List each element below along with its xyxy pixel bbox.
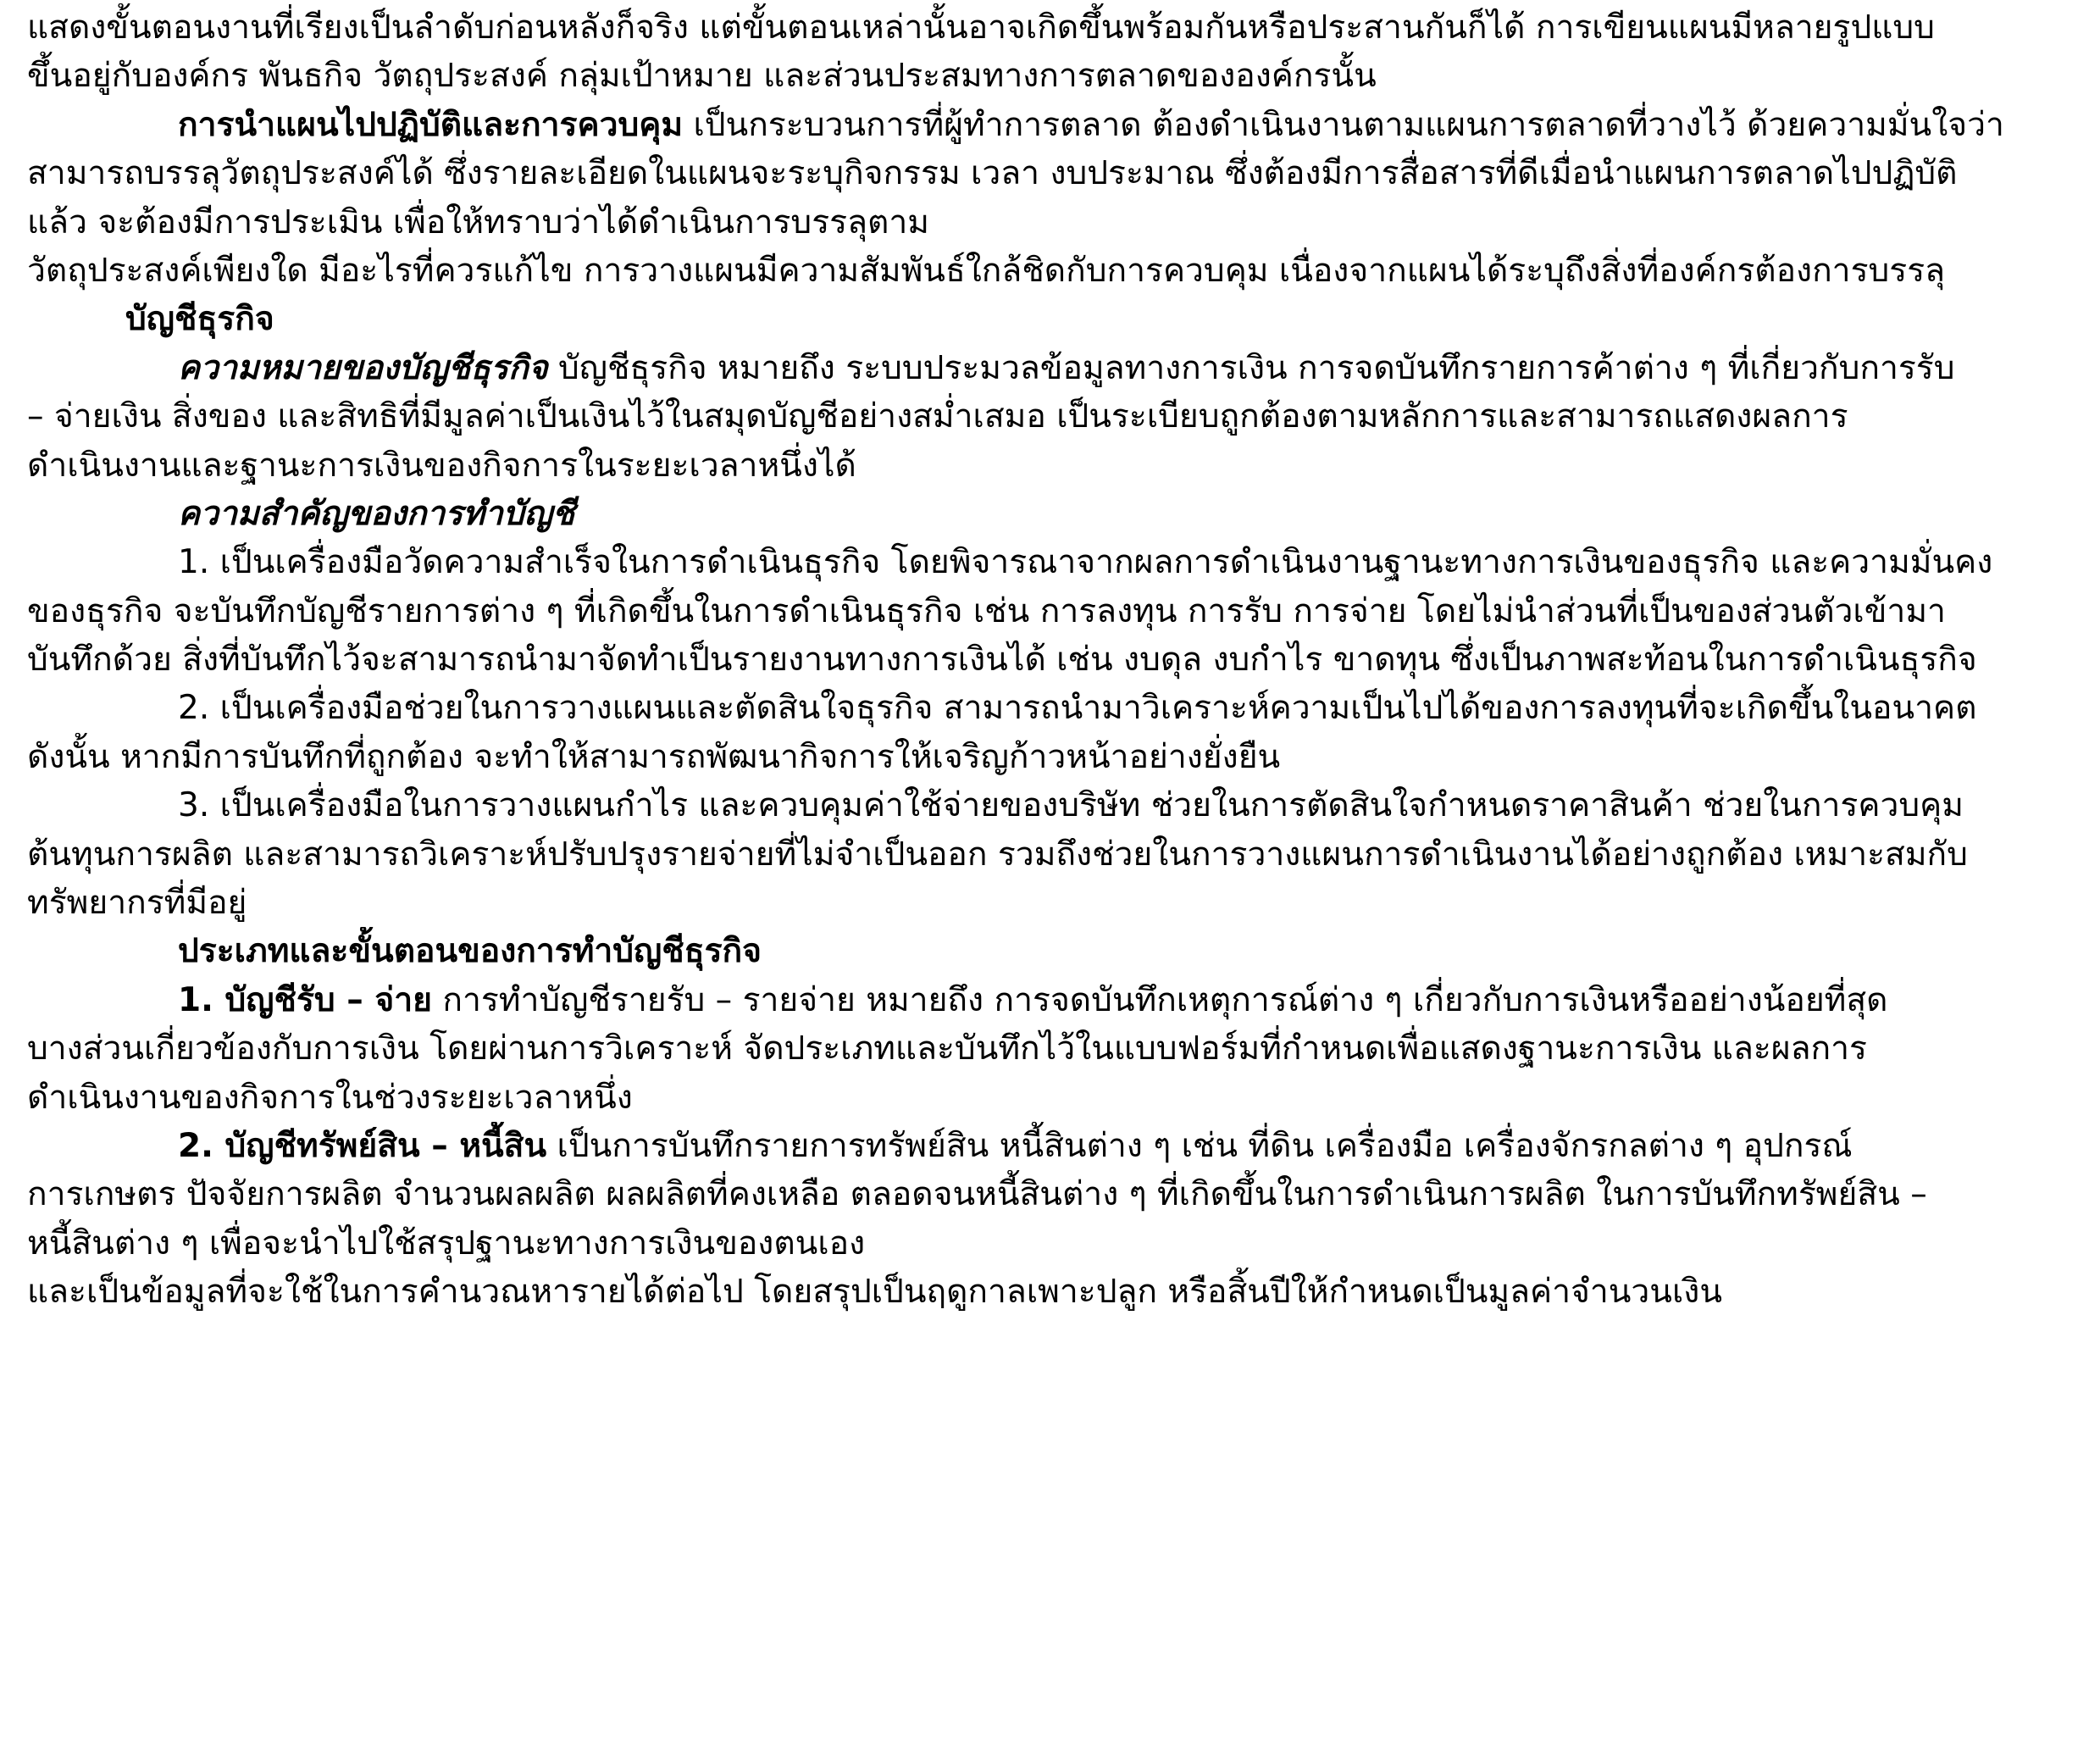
- inline-heading: ความหมายของบัญชีธุรกิจ: [178, 348, 548, 387]
- section-paragraph-line: [27, 101, 2077, 149]
- body-line: ดำเนินงานของกิจการในช่วงระยะเวลาหนึ่ง: [27, 1078, 633, 1117]
- list-item-line: [27, 976, 2077, 1024]
- paragraph-text: การทำบัญชีรายรับ – รายจ่าย หมายถึง การจดบันทึกเหตุการณ์ต่าง ๆ เกี่ยวกับการเงินหรืออย่างน้อยที่สุด: [431, 980, 1888, 1019]
- body-line: การเกษตร ปัจจัยการผลิต จำนวนผลผลิต ผลผลิตที่คงเหลือ ตลอดจนหนี้สินต่าง ๆ ที่เกิดขึ้นในการดำเนินการผลิต ในการบันทึกทรัพย์สิน –: [27, 1175, 1927, 1214]
- body-line: แสดงขั้นตอนงานที่เรียงเป็นลำดับก่อนหลังก็จริง แต่ขั้นตอนเหล่านั้นอาจเกิดขึ้นพร้อมกันหรือประสานกันก็ได้ การเขียนแผนมีหลายรูปแบบ: [27, 8, 1935, 47]
- body-line: บางส่วนเกี่ยวข้องกับการเงิน โดยผ่านการวิเคราะห์ จัดประเภทและบันทึกไว้ในแบบฟอร์มที่กำหนดเพื่อแสดงฐานะการเงิน และผลการ: [27, 1029, 1868, 1068]
- body-line: และเป็นข้อมูลที่จะใช้ในการคำนวณหารายได้ต่อไป โดยสรุปเป็นฤดูกาลเพาะปลูก หรือสิ้นปีให้กำหนดเป็นมูลค่าจำนวนเงิน: [27, 1273, 1722, 1312]
- section-heading: บัญชีธุรกิจ: [125, 300, 274, 339]
- body-line: ทรัพยากรที่มีอยู่: [27, 884, 247, 923]
- document-page: [27, 3, 2077, 1317]
- list-item-line: 1. เป็นเครื่องมือวัดความสำเร็จในการดำเนินธุรกิจ โดยพิจารณาจากผลการดำเนินงานฐานะทางการเงินของธุรกิจ และความมั่นคง: [178, 543, 1993, 582]
- body-line: บันทึกด้วย สิ่งที่บันทึกไว้จะสามารถนำมาจัดทำเป็นรายงานทางการเงินได้ เช่น งบดุล งบกำไร ขาดทุน ซึ่งเป็นภาพสะท้อนในการดำเนินธุรกิจ: [27, 641, 1977, 680]
- subsection-heading: ความสำคัญของการทำบัญชี: [178, 494, 575, 533]
- body-line: ดังนั้น หากมีการบันทึกที่ถูกต้อง จะทำให้สามารถพัฒนากิจการให้เจริญก้าวหน้าอย่างยั่งยืน: [27, 737, 1281, 776]
- inline-heading: 1. บัญชีรับ – จ่าย: [178, 980, 432, 1019]
- section-paragraph-line: [27, 344, 2077, 392]
- paragraph-text: บัญชีธุรกิจ หมายถึง ระบบประมวลข้อมูลทางการเงิน การจดบันทึกรายการค้าต่าง ๆ ที่เกี่ยวกับการรับ: [547, 348, 1955, 387]
- paragraph-text: เป็นการบันทึกรายการทรัพย์สิน หนี้สินต่าง ๆ เช่น ที่ดิน เครื่องมือ เครื่องจักรกลต่าง ๆ อุปกรณ์: [546, 1126, 1853, 1165]
- body-line: ดำเนินงานและฐานะการเงินของกิจการในระยะเวลาหนึ่งได้: [27, 446, 856, 485]
- list-item-line: 3. เป็นเครื่องมือในการวางแผนกำไร และควบคุมค่าใช้จ่ายของบริษัท ช่วยในการตัดสินใจกำหนดราคาสินค้า ช่วยในการควบคุม: [178, 786, 1964, 825]
- body-line: – จ่ายเงิน สิ่งของ และสิทธิที่มีมูลค่าเป็นเงินไว้ในสมุดบัญชีอย่างสม่ำเสมอ เป็นระเบียบถูกต้องตามหลักการและสามารถแสดงผลการ: [27, 397, 1848, 436]
- body-line: วัตถุประสงค์เพียงใด มีอะไรที่ควรแก้ไข การวางแผนมีความสัมพันธ์ใกล้ชิดกับการควบคุม เนื่องจากแผนได้ระบุถึงสิ่งที่องค์กรต้องการบรรลุ: [27, 251, 1946, 290]
- subsection-heading: ประเภทและขั้นตอนของการทำบัญชีธุรกิจ: [178, 932, 762, 971]
- inline-heading: การนำแผนไปปฏิบัติและการควบคุม: [178, 105, 684, 144]
- body-line: สามารถบรรลุวัตถุประสงค์ได้ ซึ่งรายละเอียดในแผนจะระบุกิจกรรม เวลา งบประมาณ ซึ่งต้องมีการสื่อสารที่ดีเมื่อนำแผนการตลาดไปปฏิบัติ: [27, 154, 1958, 193]
- body-line: หนี้สินต่าง ๆ เพื่อจะนำไปใช้สรุปฐานะทางการเงินของตนเอง: [27, 1224, 866, 1262]
- body-line: ขึ้นอยู่กับองค์กร พันธกิจ วัตถุประสงค์ กลุ่มเป้าหมาย และส่วนประสมทางการตลาดขององค์กรนั้น: [27, 57, 1377, 96]
- inline-heading: 2. บัญชีทรัพย์สิน – หนี้สิน: [178, 1126, 547, 1165]
- body-line: ของธุรกิจ จะบันทึกบัญชีรายการต่าง ๆ ที่เกิดขึ้นในการดำเนินธุรกิจ เช่น การลงทุน การรับ การจ่าย โดยไม่นำส่วนที่เป็นของส่วนตัวเข้ามา: [27, 591, 1946, 630]
- body-line: แล้ว จะต้องมีการประเมิน เพื่อให้ทราบว่าได้ดำเนินการบรรลุตาม: [27, 203, 929, 241]
- paragraph-text: เป็นกระบวนการที่ผู้ทำการตลาด ต้องดำเนินงานตามแผนการตลาดที่วางไว้ ด้วยความมั่นใจว่า: [683, 105, 2004, 144]
- list-item-line: 2. เป็นเครื่องมือช่วยในการวางแผนและตัดสินใจธุรกิจ สามารถนำมาวิเคราะห์ความเป็นไปได้ของการลงทุนที่จะเกิดขึ้นในอนาคต: [178, 689, 1977, 728]
- list-item-line: [27, 1122, 2077, 1170]
- body-line: ต้นทุนการผลิต และสามารถวิเคราะห์ปรับปรุงรายจ่ายที่ไม่จำเป็นออก รวมถึงช่วยในการวางแผนการดำเนินงานได้อย่างถูกต้อง เหมาะสมกับ: [27, 835, 1968, 874]
